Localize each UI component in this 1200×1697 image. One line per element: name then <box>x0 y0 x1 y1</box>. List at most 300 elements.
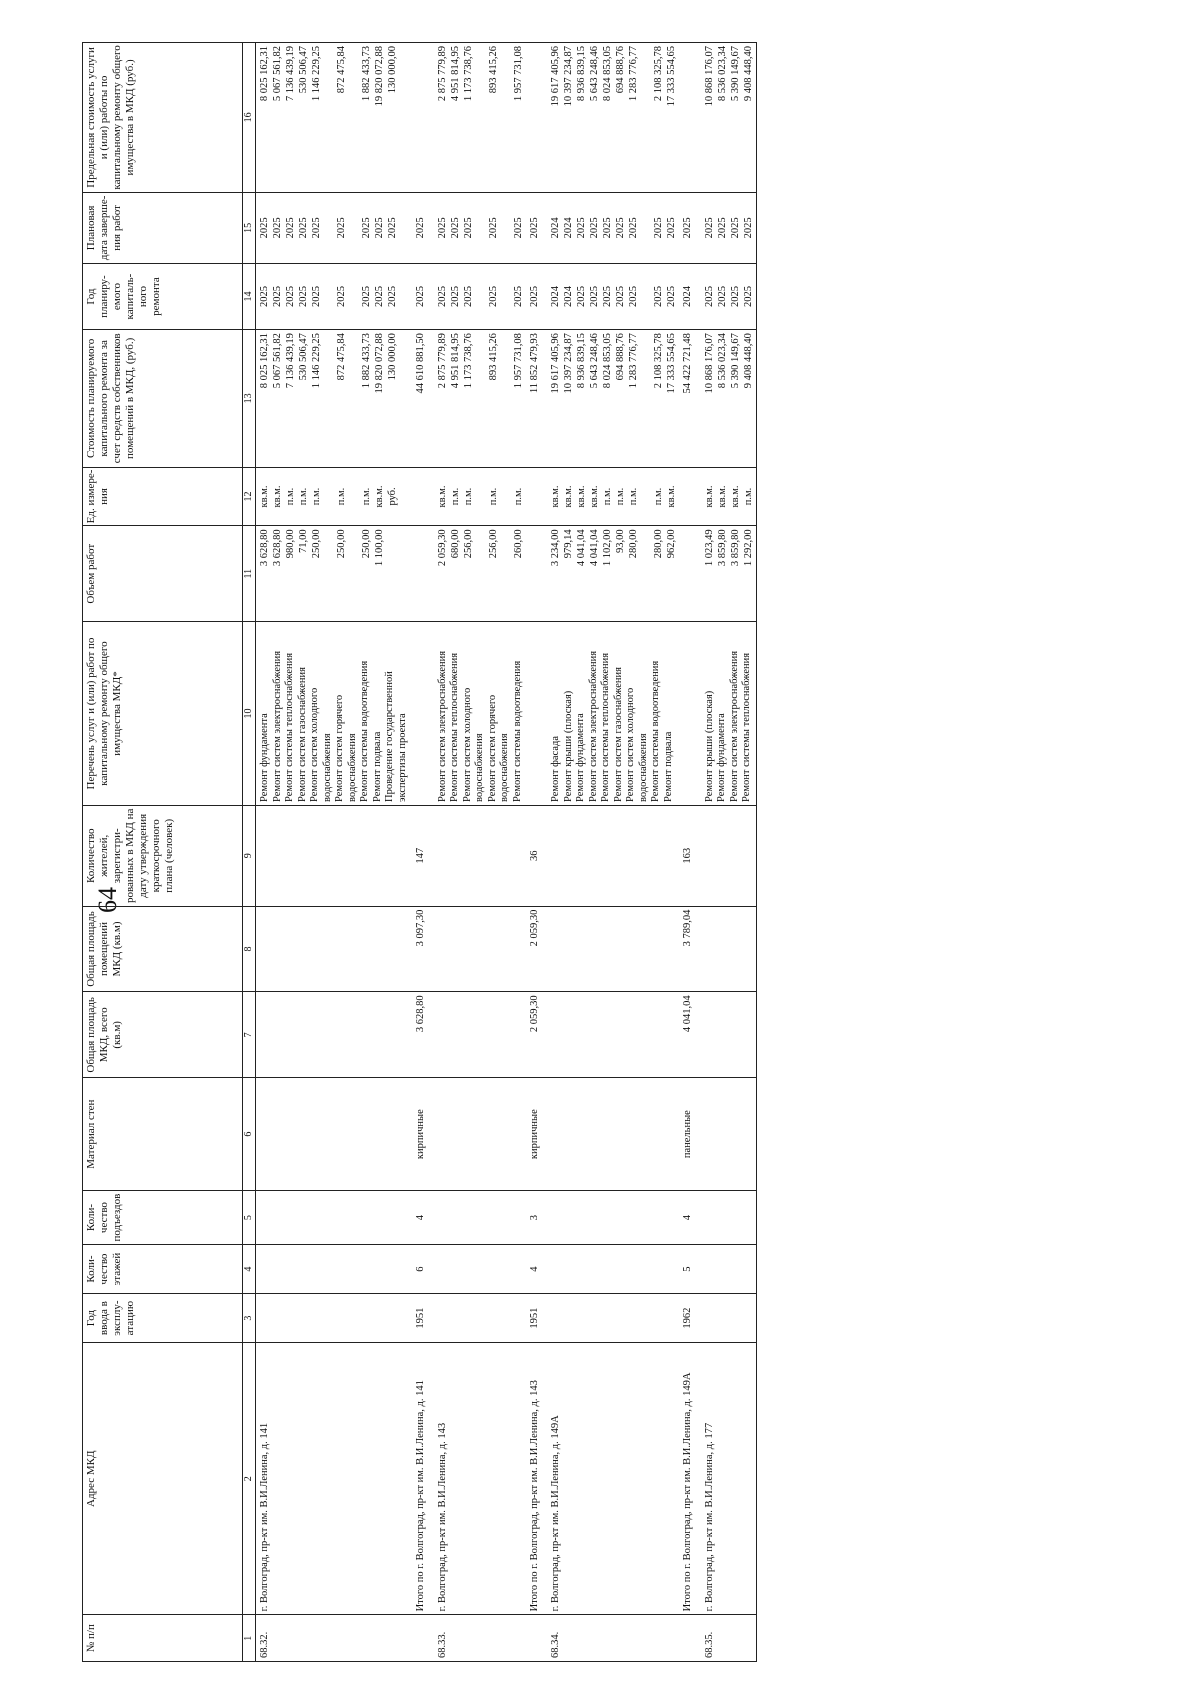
empty-cell <box>547 806 679 907</box>
work-unit: кв.м. <box>272 485 283 508</box>
column-header: Стоимость планируемого капитального ремонта за счет средств собственников помещений в МКД, (руб.) <box>83 330 243 467</box>
empty-cell <box>701 1294 757 1343</box>
work-volume: 1 023,49 <box>703 529 715 567</box>
work-volume: 93,00 <box>615 529 626 553</box>
work-item: Ремонт системы теплоснабжения <box>600 652 611 802</box>
empty-cell <box>412 526 434 622</box>
work-unit: кв.м. <box>716 485 728 508</box>
total-row <box>526 43 548 1662</box>
empty-cell <box>412 467 434 526</box>
column-number: 13 <box>243 330 256 467</box>
total-label: Итого по г. Волгоград, пр-кт им. В.И.Ленина, д. 141 <box>412 1343 434 1615</box>
document-sheet <box>82 42 1132 1662</box>
work-unit: кв.м. <box>550 485 561 508</box>
work-year: 2025 <box>653 286 664 308</box>
work-volume: 250,00 <box>336 529 347 559</box>
work-volume-list <box>256 526 413 622</box>
work-end-date-list <box>701 192 757 263</box>
table-row <box>434 43 526 1662</box>
column-number: 9 <box>243 806 256 907</box>
column-header: Количество жителей, зарегистри-рованных в МКД на дату утверждения краткосрочного плана (человек) <box>83 806 243 907</box>
column-number: 8 <box>243 906 256 992</box>
work-unit: кв.м. <box>703 485 715 508</box>
column-number: 16 <box>243 43 256 193</box>
work-limit-cost: 9 408 448,40 <box>742 46 754 102</box>
work-year: 2025 <box>576 286 587 308</box>
address: г. Волгоград, пр-кт им. В.И.Ленина, д. 177 <box>701 1343 757 1615</box>
work-year: 2025 <box>374 286 385 308</box>
work-end-date: 2025 <box>615 217 626 239</box>
work-limit-cost: 19 820 072,88 <box>374 46 385 107</box>
empty-cell <box>434 1191 526 1245</box>
total-end-date: 2025 <box>679 192 701 263</box>
work-item-list <box>547 622 679 806</box>
work-year: 2025 <box>285 286 296 308</box>
work-limit-cost-list <box>434 43 526 193</box>
total-row <box>412 43 434 1662</box>
column-header: Предельная стоимость услуги и (или) работы по капитальному ремонту общего имущества в МКД (руб.) <box>83 43 243 193</box>
work-cost: 893 415,26 <box>487 333 499 381</box>
work-year: 2025 <box>259 286 270 308</box>
work-year: 2025 <box>589 286 600 308</box>
work-cost: 9 408 448,40 <box>742 333 754 389</box>
work-end-date-list <box>256 192 413 263</box>
residents: 147 <box>412 806 434 907</box>
work-year: 2025 <box>729 286 741 308</box>
wall-material: кирпичные <box>412 1078 434 1191</box>
work-end-date: 2025 <box>487 217 499 239</box>
total-cost: 54 422 721,48 <box>679 330 701 467</box>
work-unit-list <box>701 467 757 526</box>
row-number: 68.35. <box>701 1615 757 1662</box>
total-row <box>679 43 701 1662</box>
empty-cell <box>256 992 413 1078</box>
work-end-date: 2025 <box>374 217 385 239</box>
work-cost: 2 875 779,89 <box>436 333 448 389</box>
header-row <box>83 43 243 1662</box>
column-number: 3 <box>243 1294 256 1343</box>
area-rooms: 3 097,30 <box>412 906 434 992</box>
work-item: Ремонт системы водоотведения <box>511 660 523 802</box>
work-volume: 71,00 <box>298 529 309 553</box>
page-number: 64 <box>93 887 122 913</box>
work-end-date: 2025 <box>729 217 741 239</box>
column-number-row <box>243 43 256 1662</box>
work-end-date: 2025 <box>602 217 613 239</box>
work-limit-cost: 2 875 779,89 <box>436 46 448 102</box>
work-item: Ремонт системы теплоснабжения <box>449 652 460 802</box>
column-number: 4 <box>243 1245 256 1294</box>
work-limit-cost: 1 882 433,73 <box>361 46 372 102</box>
column-number: 7 <box>243 992 256 1078</box>
work-end-date: 2025 <box>576 217 587 239</box>
work-year: 2025 <box>436 286 448 308</box>
work-item: Ремонт крыши (плоская) <box>703 690 715 802</box>
work-cost: 5 067 561,82 <box>272 333 283 389</box>
column-header: Общая площадь МКД, всего (кв.м) <box>83 992 243 1078</box>
work-end-date: 2024 <box>563 217 574 239</box>
work-year: 2025 <box>602 286 613 308</box>
work-year-list <box>547 263 679 329</box>
table-row <box>547 43 679 1662</box>
work-volume: 4 041,04 <box>589 529 600 567</box>
work-unit: п.м. <box>361 487 372 506</box>
work-limit-cost: 5 067 561,82 <box>272 46 283 102</box>
empty-cell <box>256 1191 413 1245</box>
floors: 4 <box>526 1245 548 1294</box>
work-unit: п.м. <box>512 487 524 506</box>
empty-cell <box>434 1294 526 1343</box>
empty-cell <box>526 622 548 806</box>
work-cost: 5 390 149,67 <box>729 333 741 389</box>
work-cost: 694 888,76 <box>615 333 626 381</box>
work-limit-cost: 8 024 853,05 <box>602 46 613 102</box>
total-cost: 44 610 881,50 <box>412 330 434 467</box>
work-cost: 10 397 234,87 <box>563 333 574 394</box>
work-end-date: 2025 <box>703 217 715 239</box>
work-year: 2025 <box>311 286 322 308</box>
work-item: Ремонт систем электроснабжения <box>271 650 283 802</box>
total-year: 2025 <box>526 263 548 329</box>
empty-cell <box>434 1078 526 1191</box>
work-volume <box>387 529 412 618</box>
work-limit-cost: 872 475,84 <box>336 46 347 94</box>
entrances: 3 <box>526 1191 548 1245</box>
work-year: 2025 <box>666 286 677 308</box>
work-item-list <box>256 622 413 806</box>
empty-cell <box>679 1615 701 1662</box>
work-unit: руб. <box>387 487 398 506</box>
work-cost: 8 024 853,05 <box>602 333 613 389</box>
empty-cell <box>547 906 679 992</box>
table-row <box>701 43 757 1662</box>
work-item: Ремонт систем электроснабжения <box>728 650 740 802</box>
work-volume: 680,00 <box>449 529 461 559</box>
work-limit-cost: 1 283 776,77 <box>628 46 639 102</box>
work-volume: 260,00 <box>512 529 524 559</box>
work-end-date: 2025 <box>311 217 322 239</box>
work-item: Ремонт систем горячего водоснабжения <box>334 694 358 802</box>
total-end-date: 2025 <box>412 192 434 263</box>
column-header: Плановая дата заверше-ния работ <box>83 192 243 263</box>
residents: 36 <box>526 806 548 907</box>
work-end-date: 2025 <box>742 217 754 239</box>
work-limit-cost: 5 643 248,46 <box>589 46 600 102</box>
work-cost: 1 882 433,73 <box>361 333 372 389</box>
column-header: Общая площадь помещений МКД (кв.м) <box>83 906 243 992</box>
work-cost: 10 868 176,07 <box>703 333 715 394</box>
work-year: 2024 <box>550 286 561 308</box>
empty-cell <box>679 43 701 193</box>
work-year-list <box>256 263 413 329</box>
capital-repair-table <box>82 42 757 1662</box>
empty-cell <box>701 992 757 1078</box>
work-year: 2024 <box>563 286 574 308</box>
column-header: Перечень услуг и (или) работ по капитальному ремонту общего имущества МКД* <box>83 622 243 806</box>
work-volume-list <box>547 526 679 622</box>
area-total: 4 041,04 <box>679 992 701 1078</box>
floors: 5 <box>679 1245 701 1294</box>
work-item-list <box>434 622 526 806</box>
work-item: Ремонт фундамента <box>575 713 586 802</box>
work-volume: 3 628,80 <box>259 529 270 567</box>
year-built: 1951 <box>412 1294 434 1343</box>
work-volume: 280,00 <box>628 529 639 559</box>
work-unit: кв.м. <box>576 485 587 508</box>
work-end-date-list <box>547 192 679 263</box>
work-end-date: 2025 <box>298 217 309 239</box>
empty-cell <box>679 622 701 806</box>
work-end-date: 2025 <box>628 217 639 239</box>
work-limit-cost: 4 951 814,95 <box>449 46 461 102</box>
work-unit-list <box>434 467 526 526</box>
total-cost: 11 852 479,93 <box>526 330 548 467</box>
work-volume: 1 102,00 <box>602 529 613 567</box>
column-number: 11 <box>243 526 256 622</box>
entrances: 4 <box>412 1191 434 1245</box>
work-cost: 17 333 554,65 <box>666 333 677 394</box>
work-unit-list <box>256 467 413 526</box>
work-end-date: 2025 <box>512 217 524 239</box>
work-limit-cost-list <box>547 43 679 193</box>
work-item: Ремонт систем газоснабжения <box>612 667 624 802</box>
work-end-date: 2025 <box>653 217 664 239</box>
work-cost: 872 475,84 <box>336 333 347 381</box>
work-limit-cost: 17 333 554,65 <box>666 46 677 107</box>
empty-cell <box>547 1078 679 1191</box>
table-body <box>256 43 757 1662</box>
work-volume: 4 041,04 <box>576 529 587 567</box>
empty-cell <box>547 1294 679 1343</box>
work-limit-cost: 10 397 234,87 <box>563 46 574 107</box>
work-item-list <box>701 622 757 806</box>
work-year-list <box>434 263 526 329</box>
work-cost: 2 108 325,78 <box>653 333 664 389</box>
column-header: Коли-чество этажей <box>83 1245 243 1294</box>
work-limit-cost-list <box>701 43 757 193</box>
work-unit: п.м. <box>653 487 664 506</box>
work-cost: 7 136 439,19 <box>285 333 296 389</box>
empty-cell <box>256 1294 413 1343</box>
work-end-date: 2025 <box>589 217 600 239</box>
work-item: Ремонт системы водоотведения <box>359 660 370 802</box>
work-volume: 2 059,30 <box>436 529 448 567</box>
column-number: 14 <box>243 263 256 329</box>
total-label: Итого по г. Волгоград, пр-кт им. В.И.Ленина, д. 143 <box>526 1343 548 1615</box>
work-unit: п.м. <box>449 487 461 506</box>
work-unit: кв.м. <box>436 485 448 508</box>
total-year: 2024 <box>679 263 701 329</box>
work-volume: 3 859,80 <box>716 529 728 567</box>
column-header: Год ввода в эксплу-атацию <box>83 1294 243 1343</box>
work-unit: п.м. <box>298 487 309 506</box>
work-unit-list <box>547 467 679 526</box>
work-year: 2025 <box>462 286 474 308</box>
work-volume: 3 859,80 <box>729 529 741 567</box>
work-volume: 979,14 <box>563 529 574 559</box>
work-end-date: 2025 <box>462 217 474 239</box>
wall-material: кирпичные <box>526 1078 548 1191</box>
work-item: Ремонт подвала <box>371 731 383 802</box>
work-year: 2025 <box>615 286 626 308</box>
column-number: 1 <box>243 1615 256 1662</box>
work-end-date: 2025 <box>361 217 372 239</box>
work-limit-cost: 19 617 405,96 <box>550 46 561 107</box>
column-header: Адрес МКД <box>83 1343 243 1615</box>
address: г. Волгоград, пр-кт им. В.И.Ленина, д. 149А <box>547 1343 679 1615</box>
work-year: 2025 <box>716 286 728 308</box>
work-year: 2025 <box>449 286 461 308</box>
empty-cell <box>434 992 526 1078</box>
work-volume: 980,00 <box>285 529 296 559</box>
empty-cell <box>434 806 526 907</box>
work-year: 2025 <box>628 286 639 308</box>
work-end-date: 2024 <box>550 217 561 239</box>
work-limit-cost: 130 000,00 <box>387 46 398 94</box>
column-number: 2 <box>243 1343 256 1615</box>
empty-cell <box>256 1078 413 1191</box>
work-item: Ремонт систем газоснабжения <box>296 667 308 802</box>
empty-cell <box>701 1078 757 1191</box>
empty-cell <box>526 43 548 193</box>
floors: 6 <box>412 1245 434 1294</box>
work-cost-list <box>701 330 757 467</box>
work-year: 2025 <box>361 286 372 308</box>
work-unit: п.м. <box>311 487 322 506</box>
column-number: 6 <box>243 1078 256 1191</box>
work-year: 2025 <box>487 286 499 308</box>
table-header <box>83 43 256 1662</box>
wall-material: панельные <box>679 1078 701 1191</box>
empty-cell <box>526 467 548 526</box>
area-total: 2 059,30 <box>526 992 548 1078</box>
column-header: Объем работ <box>83 526 243 622</box>
area-rooms: 3 789,04 <box>679 906 701 992</box>
column-header: Материал стен <box>83 1078 243 1191</box>
work-limit-cost: 694 888,76 <box>615 46 626 94</box>
empty-cell <box>679 526 701 622</box>
work-unit: п.м. <box>336 487 347 506</box>
work-unit: п.м. <box>602 487 613 506</box>
year-built: 1962 <box>679 1294 701 1343</box>
work-volume: 280,00 <box>653 529 664 559</box>
address: г. Волгоград, пр-кт им. В.И.Ленина, д. 141 <box>256 1343 413 1615</box>
work-limit-cost: 5 390 149,67 <box>729 46 741 102</box>
work-item: Ремонт систем горячего водоснабжения <box>486 694 510 802</box>
work-cost: 8 536 023,34 <box>716 333 728 389</box>
work-end-date: 2025 <box>272 217 283 239</box>
work-item: Ремонт крыши (плоская) <box>562 690 574 802</box>
empty-cell <box>526 526 548 622</box>
work-cost: 19 820 072,88 <box>374 333 385 394</box>
work-item: Ремонт систем холодного водоснабжения <box>461 687 485 802</box>
work-unit: кв.м. <box>563 485 574 508</box>
work-limit-cost-list <box>256 43 413 193</box>
work-cost: 5 643 248,46 <box>589 333 600 389</box>
work-item: Ремонт систем холодного водоснабжения <box>309 687 333 802</box>
work-cost: 4 951 814,95 <box>449 333 461 389</box>
work-item: Ремонт подвала <box>662 731 674 802</box>
work-end-date: 2025 <box>449 217 461 239</box>
entrances: 4 <box>679 1191 701 1245</box>
table-row <box>256 43 413 1662</box>
work-unit: п.м. <box>615 487 626 506</box>
work-limit-cost: 10 868 176,07 <box>703 46 715 107</box>
work-cost-list <box>256 330 413 467</box>
total-year: 2025 <box>412 263 434 329</box>
work-limit-cost: 8 025 162,31 <box>259 46 270 102</box>
work-limit-cost: 893 415,26 <box>487 46 499 94</box>
work-cost-list <box>434 330 526 467</box>
work-unit: п.м. <box>285 487 296 506</box>
row-number: 68.32. <box>256 1615 413 1662</box>
work-unit: п.м. <box>462 487 474 506</box>
work-limit-cost: 7 136 439,19 <box>285 46 296 102</box>
work-item: Ремонт систем холодного водоснабжения <box>625 687 649 802</box>
column-number: 12 <box>243 467 256 526</box>
work-unit: кв.м. <box>374 485 385 508</box>
empty-cell <box>701 1191 757 1245</box>
work-limit-cost: 8 936 839,15 <box>576 46 587 102</box>
work-cost: 130 000,00 <box>387 333 398 381</box>
work-volume: 250,00 <box>311 529 322 559</box>
total-label: Итого по г. Волгоград, пр-кт им. В.И.Ленина, д. 149А <box>679 1343 701 1615</box>
work-unit: п.м. <box>742 487 754 506</box>
work-year: 2025 <box>742 286 754 308</box>
empty-cell <box>701 806 757 907</box>
work-unit: кв.м. <box>729 485 741 508</box>
year-built: 1951 <box>526 1294 548 1343</box>
row-number: 68.34. <box>547 1615 679 1662</box>
work-cost: 530 506,47 <box>298 333 309 381</box>
column-number: 15 <box>243 192 256 263</box>
work-limit-cost: 1 173 738,76 <box>462 46 474 102</box>
work-volume-list <box>701 526 757 622</box>
work-limit-cost: 530 506,47 <box>298 46 309 94</box>
work-year: 2025 <box>703 286 715 308</box>
work-cost: 1 957 731,08 <box>512 333 524 389</box>
work-item: Проведение государственной экспертизы проекта <box>384 671 408 802</box>
area-total: 3 628,80 <box>412 992 434 1078</box>
work-item: Ремонт систем электроснабжения <box>436 650 448 802</box>
work-end-date: 2025 <box>387 217 398 239</box>
work-year: 2025 <box>272 286 283 308</box>
work-volume: 3 628,80 <box>272 529 283 567</box>
work-year: 2025 <box>512 286 524 308</box>
total-end-date: 2025 <box>526 192 548 263</box>
work-volume: 256,00 <box>462 529 474 559</box>
work-item: Ремонт систем электроснабжения <box>587 650 599 802</box>
work-item: Ремонт фасада <box>550 735 561 802</box>
work-volume: 3 234,00 <box>550 529 561 567</box>
empty-cell <box>526 1615 548 1662</box>
column-header: Год планиру-емого капиталь-ного ремонта <box>83 263 243 329</box>
work-volume: 1 292,00 <box>742 529 754 567</box>
area-rooms: 2 059,30 <box>526 906 548 992</box>
empty-cell <box>256 1245 413 1294</box>
work-volume: 256,00 <box>487 529 499 559</box>
empty-cell <box>547 1245 679 1294</box>
work-cost: 1 283 776,77 <box>628 333 639 389</box>
column-header: Коли-чество подъездов <box>83 1191 243 1245</box>
work-item: Ремонт фундамента <box>259 713 270 802</box>
empty-cell <box>256 806 413 907</box>
work-unit: кв.м. <box>589 485 600 508</box>
work-year: 2025 <box>387 286 398 308</box>
work-item: Ремонт системы теплоснабжения <box>284 652 295 802</box>
work-limit-cost: 1 957 731,08 <box>512 46 524 102</box>
column-number: 10 <box>243 622 256 806</box>
